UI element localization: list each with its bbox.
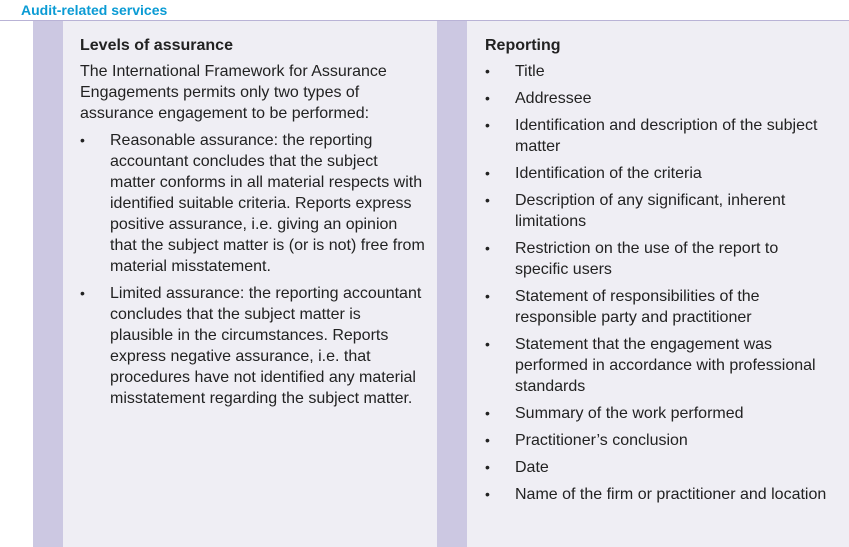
bullet-icon: • bbox=[485, 240, 490, 256]
list-item bbox=[485, 190, 835, 232]
middle-accent-bar bbox=[437, 21, 467, 547]
bullet-icon: • bbox=[485, 165, 490, 181]
bullet-icon: • bbox=[485, 432, 490, 448]
section-title: Audit-related services bbox=[21, 2, 168, 18]
list-item-text: Statement of responsibilities of the responsible party and practitioner bbox=[515, 288, 760, 326]
list-item bbox=[485, 115, 835, 157]
bullet-icon: • bbox=[485, 63, 490, 79]
bullet-icon: • bbox=[80, 285, 85, 301]
list-item-text: Statement that the engagement was performed in accordance with professional standards bbox=[515, 336, 816, 395]
list-item-text: Description of any significant, inherent limitations bbox=[515, 192, 786, 230]
bullet-icon: • bbox=[485, 336, 490, 352]
list-item-text: Reasonable assurance: the reporting accountant concludes that the subject matter conforms in all material respects with identified suitable criteria. Reports express positive assurance, i.e. giving an opinion that the subject matter is (or is not) free from material misstatement. bbox=[110, 132, 425, 275]
list-item bbox=[485, 286, 835, 328]
left-accent-bar bbox=[33, 21, 63, 547]
bullet-icon: • bbox=[80, 132, 85, 148]
list-item-text: Title bbox=[515, 63, 545, 80]
levels-heading: Levels of assurance bbox=[80, 37, 233, 54]
list-item bbox=[485, 484, 835, 505]
bullet-icon: • bbox=[485, 192, 490, 208]
levels-list bbox=[80, 130, 425, 415]
list-item-text: Practitioner’s conclusion bbox=[515, 432, 688, 449]
list-item bbox=[485, 430, 835, 451]
bullet-icon: • bbox=[485, 117, 490, 133]
bullet-icon: • bbox=[485, 459, 490, 475]
list-item-text: Summary of the work performed bbox=[515, 405, 744, 422]
reporting-list bbox=[485, 61, 835, 511]
list-item bbox=[485, 457, 835, 478]
bullet-icon: • bbox=[485, 405, 490, 421]
list-item-text: Date bbox=[515, 459, 549, 476]
reporting-heading: Reporting bbox=[485, 37, 561, 54]
list-item bbox=[485, 88, 835, 109]
bullet-icon: • bbox=[485, 486, 490, 502]
levels-intro: The International Framework for Assurance Engagements permits only two types of assurance engagement to be performed: bbox=[80, 63, 387, 122]
list-item bbox=[485, 163, 835, 184]
list-item-text: Restriction on the use of the report to specific users bbox=[515, 240, 779, 278]
list-item-text: Limited assurance: the reporting accountant concludes that the subject matter is plausible in the circumstances. Reports express negative assurance, i.e. that procedures have not identified any material misstatement regarding the subject matter. bbox=[110, 285, 422, 407]
bullet-icon: • bbox=[485, 288, 490, 304]
list-item bbox=[80, 283, 425, 409]
list-item bbox=[485, 403, 835, 424]
list-item-text: Identification and description of the subject matter bbox=[515, 117, 818, 155]
section-header bbox=[0, 0, 849, 21]
list-item bbox=[485, 334, 835, 397]
list-item-text: Addressee bbox=[515, 90, 592, 107]
list-item bbox=[80, 130, 425, 277]
list-item bbox=[485, 61, 835, 82]
bullet-icon: • bbox=[485, 90, 490, 106]
list-item bbox=[485, 238, 835, 280]
list-item-text: Name of the firm or practitioner and location bbox=[515, 486, 827, 503]
list-item-text: Identification of the criteria bbox=[515, 165, 702, 182]
